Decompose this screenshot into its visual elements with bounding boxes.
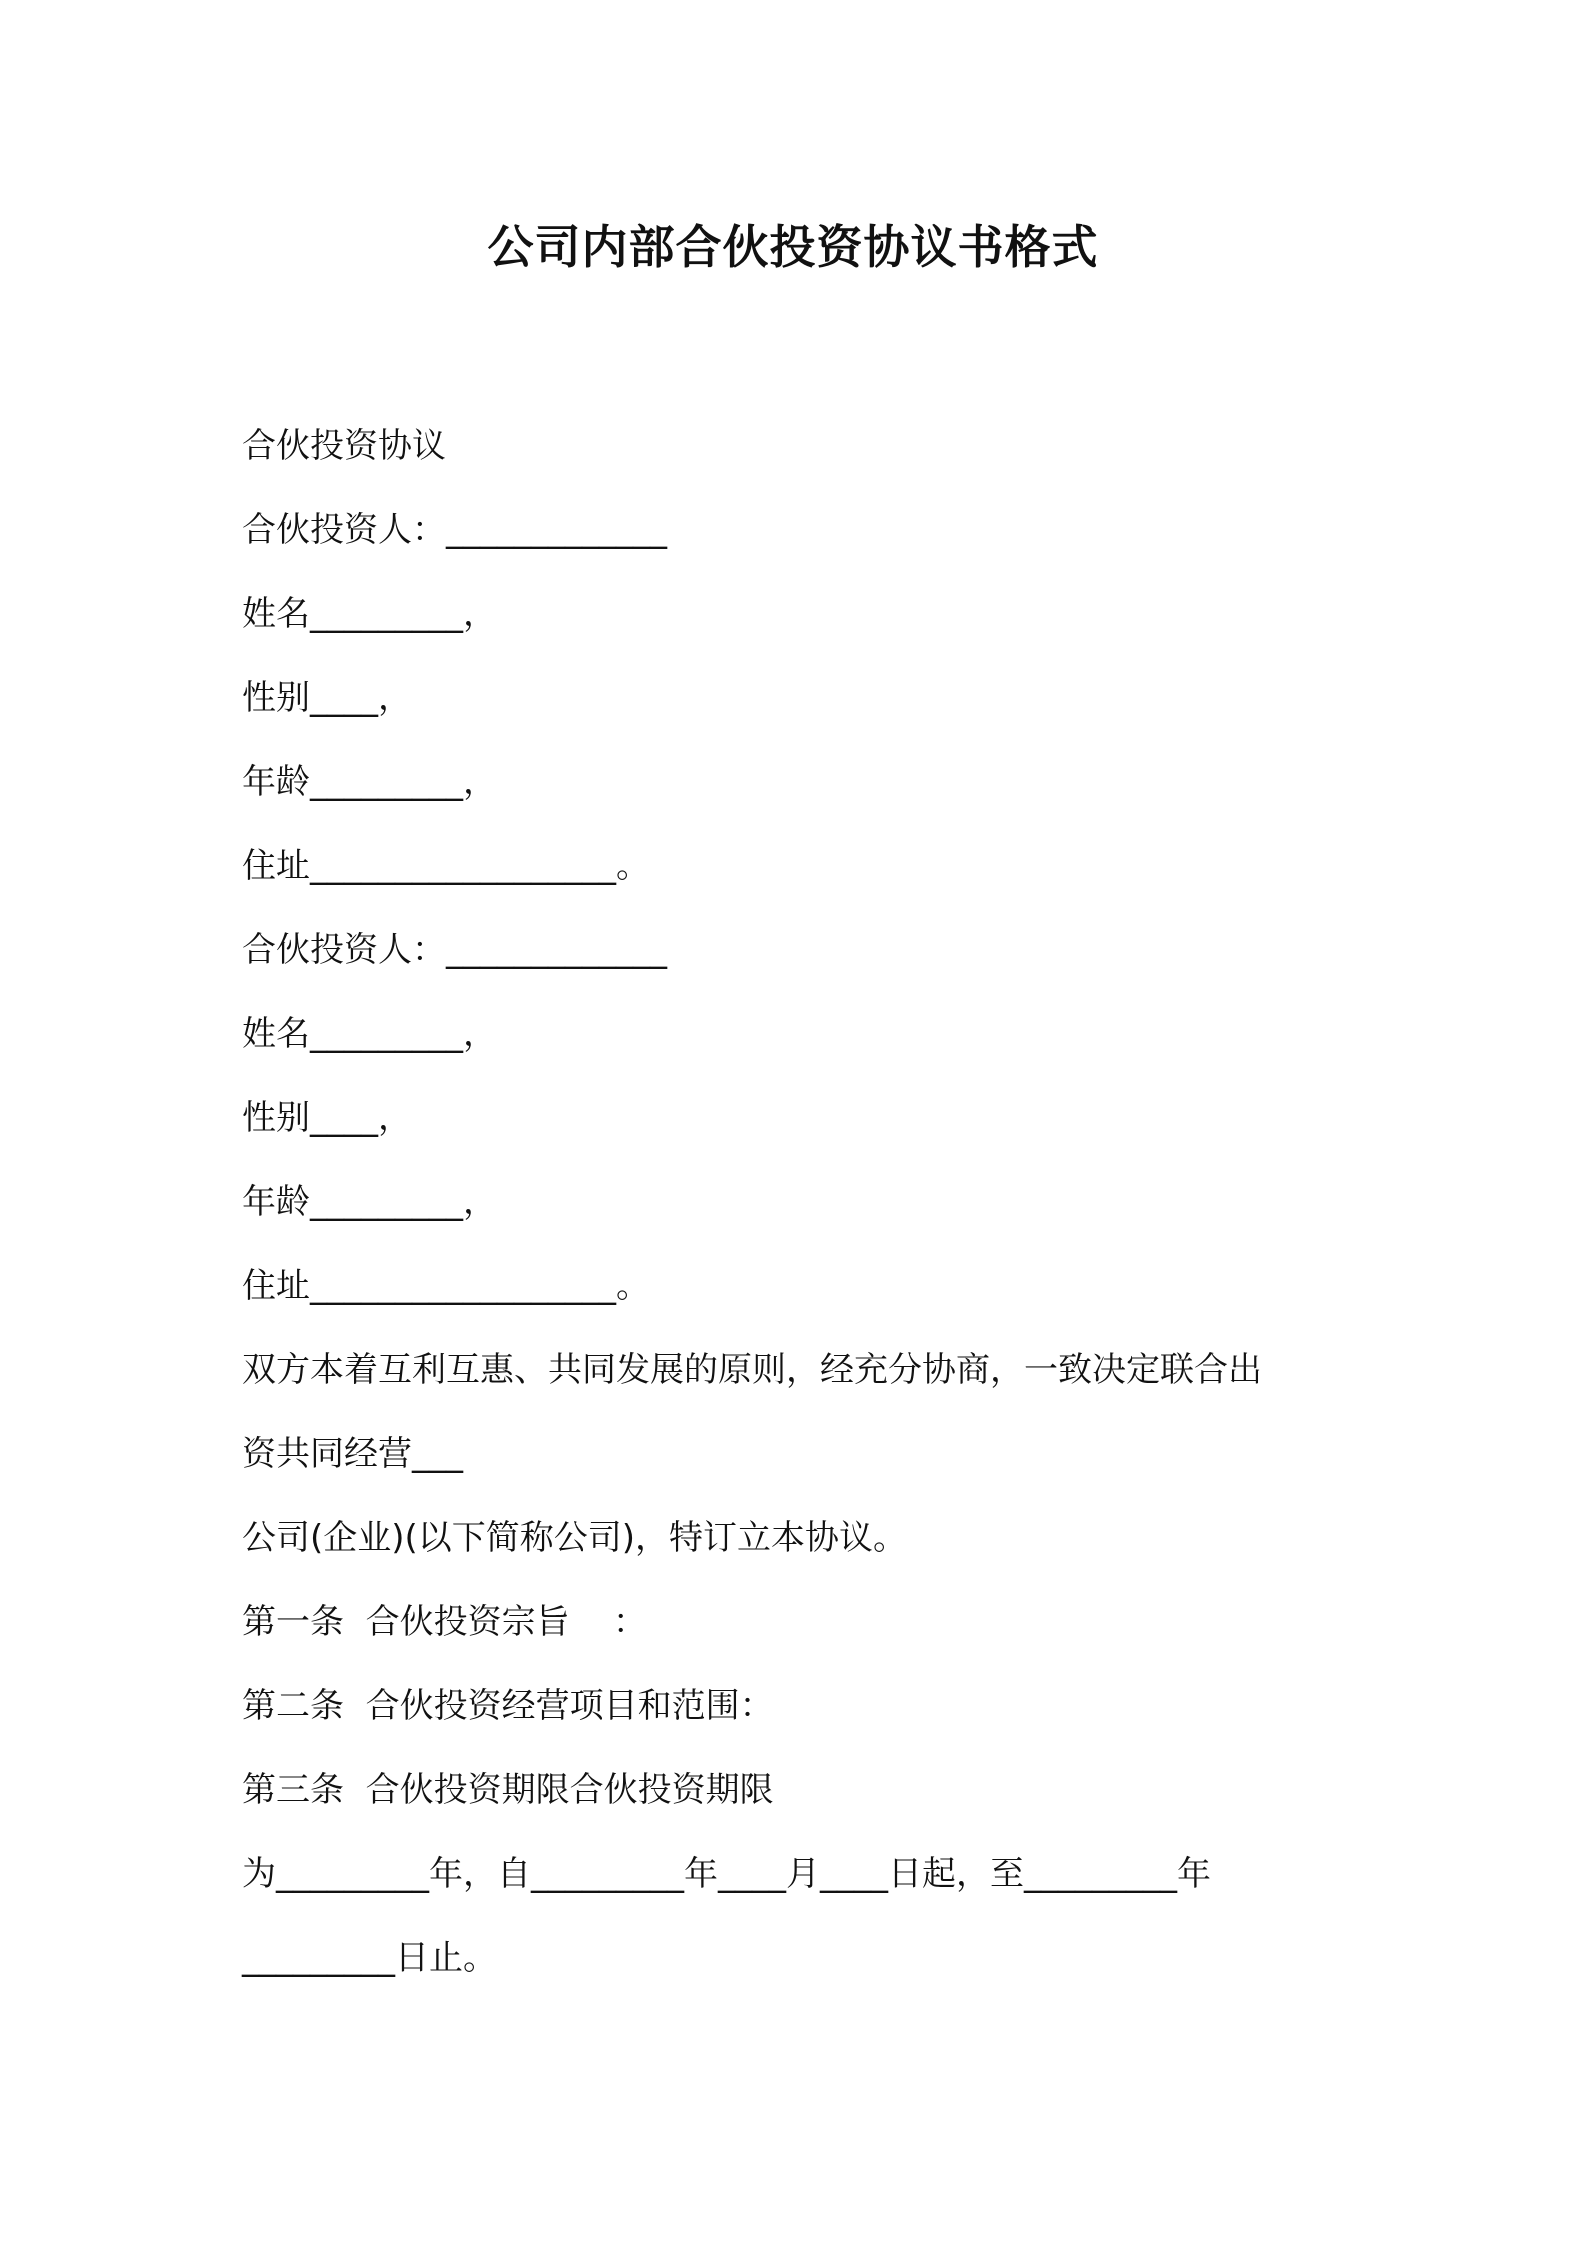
article-3-term-line-2: _________日止。 <box>242 1938 497 1978</box>
article-3-term-line-1: 为_________年，自_________年____月____日起，至_________年 <box>242 1854 1211 1894</box>
article-1: 第一条 合伙投资宗旨 ： <box>242 1602 647 1642</box>
partner-2-gender: 性别____， <box>242 1098 412 1138</box>
partner-2-address: 住址__________________。 <box>242 1266 650 1306</box>
partner-1-address: 住址__________________。 <box>242 846 650 886</box>
preamble-line-3: 公司(企业)(以下简称公司)，特订立本协议。 <box>242 1518 908 1558</box>
section-heading: 合伙投资协议 <box>242 426 446 466</box>
partner-2-age: 年龄_________， <box>242 1182 497 1222</box>
article-2: 第二条 合伙投资经营项目和范围： <box>242 1686 774 1726</box>
article-3: 第三条 合伙投资期限合伙投资期限 <box>242 1770 774 1810</box>
preamble-line-1: 双方本着互利互惠、共同发展的原则，经充分协商，一致决定联合出 <box>242 1350 1262 1390</box>
partner-1-age: 年龄_________， <box>242 762 497 802</box>
partner-1-name: 姓名_________， <box>242 594 497 634</box>
document-title: 公司内部合伙投资协议书格式 <box>487 220 1099 274</box>
partner-2-name: 姓名_________， <box>242 1014 497 1054</box>
preamble-line-2: 资共同经营___ <box>242 1434 463 1474</box>
partner-2-label: 合伙投资人：_____________ <box>242 930 667 970</box>
partner-1-gender: 性别____， <box>242 678 412 718</box>
document-body <box>242 404 1362 2000</box>
partner-1-label: 合伙投资人：_____________ <box>242 510 667 550</box>
